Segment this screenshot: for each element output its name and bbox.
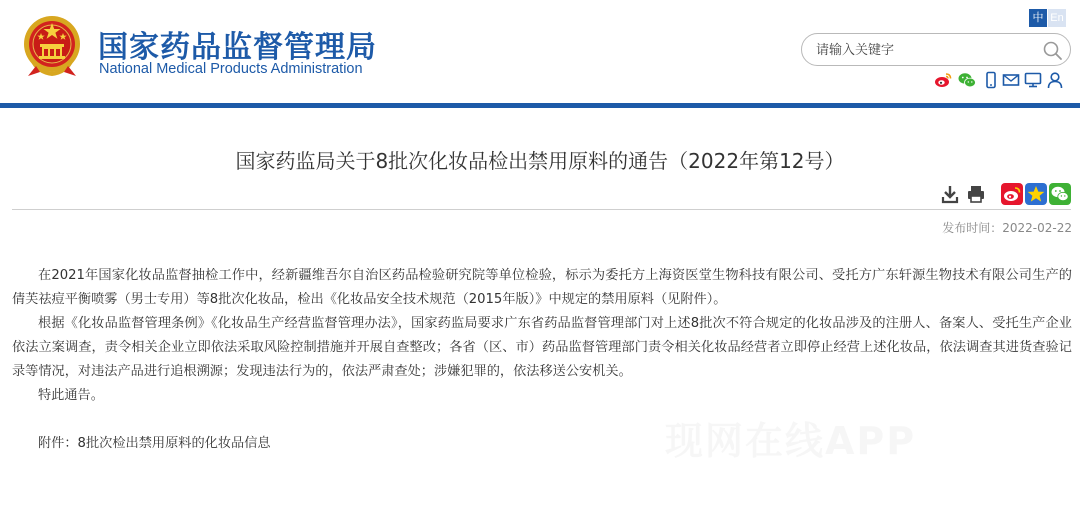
- language-english-button[interactable]: En: [1048, 9, 1066, 27]
- language-chinese-button[interactable]: 中: [1029, 9, 1047, 27]
- header-divider-bar: [0, 103, 1080, 108]
- wechat-icon[interactable]: [958, 71, 976, 89]
- search-input[interactable]: [816, 40, 1026, 60]
- article-title: 国家药监局关于8批次化妆品检出禁用原料的通告（2022年第12号）: [235, 149, 845, 173]
- title-divider-line: [12, 209, 1071, 210]
- share-weibo-icon[interactable]: [1001, 183, 1023, 205]
- monitor-icon[interactable]: [1024, 71, 1042, 89]
- publish-date-row: [942, 219, 1072, 236]
- mobile-icon[interactable]: [982, 71, 1000, 89]
- article-paragraph: 根据《化妆品监督管理条例》《化妆品生产经营监督管理办法》，国家药监局要求广东省药品监督管理部门对上述8批次不符合规定的化妆品涉及的注册人、备案人、受托生产企业依法立案调查，责令相关企业立即依法采取风险控制措施并开展自查整改；各省（区、市）药品监督管理部门责令相关化妆品经营者立即停止经营上述化妆品，依法调查其进货查验记录等情况，对违法产品进行追根溯源；发现违法行为的，依法严肃查处；涉嫌犯罪的，依法移送公安机关。: [12, 316, 1072, 379]
- share-favorite-star-icon[interactable]: [1025, 183, 1047, 205]
- share-wechat-icon[interactable]: [1049, 183, 1071, 205]
- site-name-chinese[interactable]: 国家药品监督管理局: [98, 30, 377, 65]
- article-paragraph: 特此通告。: [38, 388, 104, 403]
- download-icon[interactable]: [940, 184, 960, 204]
- user-icon[interactable]: [1046, 71, 1064, 89]
- print-icon[interactable]: [966, 184, 986, 204]
- publish-date-label: 发布时间：: [942, 221, 1003, 235]
- weibo-icon[interactable]: [934, 71, 952, 89]
- national-emblem-icon: [22, 14, 82, 78]
- article-paragraph: 在2021年国家化妆品监督抽检工作中，经新疆维吾尔自治区药品检验研究院等单位检验，标示为委托方上海资医堂生物科技有限公司、受托方广东轩源生物技术有限公司生产的倩芙祛痘平衡喷雾（男士专用）等8批次化妆品，检出《化妆品安全技术规范（2015年版）》中规定的禁用原料（见附件）。: [12, 268, 1072, 307]
- site-header: [0, 0, 1080, 103]
- search-icon[interactable]: [1042, 40, 1064, 62]
- email-icon[interactable]: [1002, 71, 1020, 89]
- publish-date-value: 2022-02-22: [1002, 221, 1072, 235]
- site-name-english[interactable]: National Medical Products Administration: [99, 61, 363, 77]
- article-attachment-line: 附件：8批次检出禁用原料的化妆品信息: [38, 436, 271, 451]
- search-box: [801, 33, 1071, 66]
- watermark-text: [665, 410, 916, 465]
